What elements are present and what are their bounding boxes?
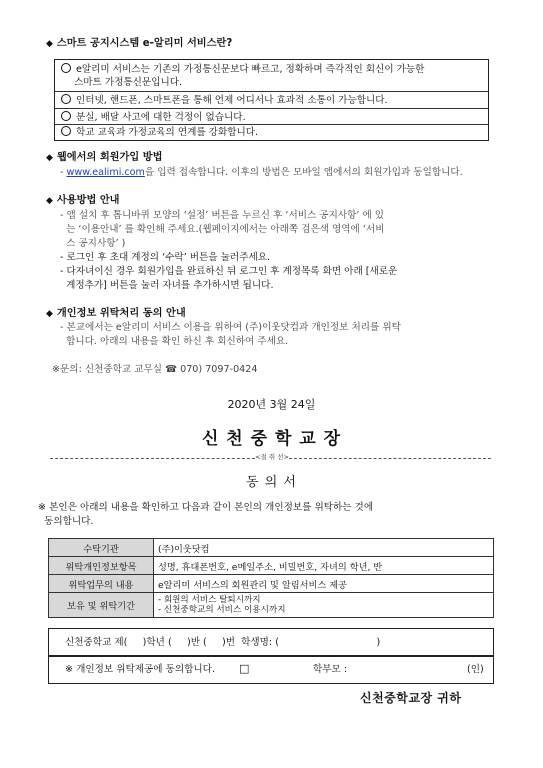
intro-item-1-cont: 스마트 가정통신문입니다. [74, 77, 183, 88]
ealimi-link[interactable]: www.ealimi.com [66, 167, 145, 178]
row-value [154, 593, 494, 618]
usage-line: 스 공지사항’ ) [60, 238, 126, 249]
cut-line-left [50, 458, 255, 459]
cut-line-right [289, 458, 491, 459]
retention-line-1: - 회원의 서비스 탈퇴시까지 [158, 595, 261, 605]
intro-item-2: 인터넷, 핸드폰, 스마트폰을 통해 언제 어디서나 효과적 소통이 가능합니다. [61, 94, 388, 107]
privacy-heading: ◆ 개인정보 위탁처리 동의 안내 [46, 308, 186, 319]
row-value: 성명, 휴대폰번호, e메일주소, 비밀번호, 자녀의 학년, 반 [154, 557, 494, 575]
agreement-box [48, 655, 494, 684]
principal-title: 신 천 중 학 교 장 [201, 429, 342, 449]
table-row [49, 539, 494, 557]
intro-item-4: 학교 교육과 가정교육의 연계를 강화합니다. [61, 126, 258, 139]
student-info-line[interactable]: 신천중학교 제( )학년 ( )반 ( )번 학생명: ( ) [65, 637, 381, 648]
row-value: e알리미 서비스의 회원관리 및 알림서비스 제공 [154, 575, 494, 593]
consent-note: 동의합니다. [38, 516, 94, 527]
intro-item-3: 분실, 배달 사고에 대한 걱정이 없습니다. [61, 111, 246, 124]
consent-note: ※ 본인은 아래의 내용을 확인하고 다음과 같이 본인의 개인정보를 위탁하는 것에 [38, 502, 374, 513]
usage-line: - 로그인 후 초대 계정의 ‘수락’ 버튼을 눌러주세요. [60, 252, 271, 263]
usage-line: - 앱 설치 후 톱니바퀴 모양의 ‘설정’ 버튼을 누르신 후 ‘서비스 공지사항’ 에 있 [60, 210, 385, 221]
usage-line: - 다자녀이신 경우 회원가입을 완료하신 뒤 로그인 후 계정목록 화면 아래 [새로운 [60, 266, 398, 277]
circle-bullet-icon [61, 111, 71, 121]
row-label: 위탁업무의 내용 [49, 575, 154, 593]
privacy-line: 합니다. 아래의 내용을 확인 하신 후 회신하여 주세요. [60, 336, 289, 347]
divider [55, 91, 488, 92]
signup-line: - www.ealimi.com을 입력 접속합니다. 이후의 방법은 모바일 앱에서의 회원가입과 동일합니다. [60, 167, 463, 178]
retention-line-2: - 신천중학교의 서비스 이용시까지 [158, 605, 286, 615]
parent-label: 학부모 : [313, 664, 348, 675]
circle-bullet-icon [61, 63, 71, 73]
circle-bullet-icon [61, 94, 71, 104]
diamond-bullet-icon: ◆ [46, 39, 53, 49]
cut-label: <절 취 선> [255, 453, 289, 461]
usage-line: 는 ‘이용안내’ 를 확인해 주세요.(웹페이지에서는 아래쪽 검은색 영역에 ‘서비 [60, 224, 385, 235]
divider [55, 108, 488, 109]
table-row [49, 593, 494, 618]
table-row [49, 575, 494, 593]
date: 2020년 3월 24일 [227, 398, 316, 411]
usage-heading: ◆ 사용방법 안내 [46, 195, 120, 206]
row-label: 수탁기관 [49, 539, 154, 557]
row-label: 위탁개인정보항목 [49, 557, 154, 575]
agree-text: ※ 개인정보 위탁제공에 동의합니다. [65, 664, 215, 675]
intro-heading: ◆ 스마트 공지시스템 e-알리미 서비스란? [46, 38, 233, 49]
diamond-bullet-icon: ◆ [46, 153, 53, 163]
diamond-bullet-icon: ◆ [46, 196, 53, 206]
agree-checkbox[interactable]: □ [239, 662, 250, 675]
intro-box [54, 59, 489, 141]
circle-bullet-icon [61, 126, 71, 136]
row-value: (주)이웃닷컴 [154, 539, 494, 557]
seal-mark: (인) [467, 664, 484, 675]
diamond-bullet-icon: ◆ [46, 309, 53, 319]
closing-signature: 신천중학교장 귀하 [360, 691, 462, 705]
table-row [49, 557, 494, 575]
student-info-box [48, 628, 494, 657]
signup-heading: ◆ 웹에서의 회원가입 방법 [46, 152, 163, 163]
consent-title: 동 의 서 [246, 475, 297, 490]
row-label: 보유 및 위탁기간 [49, 593, 154, 618]
intro-item-1: e알리미 서비스는 기존의 가정통신문보다 빠르고, 정확하며 즉각적인 회신이 가능한 [61, 63, 424, 76]
contact-line: ※문의: 신천중학교 교무실 ☎ 070) 7097-0424 [52, 364, 258, 375]
privacy-line: - 본교에서는 e알리미 서비스 이용을 위하여 (주)이웃닷컴과 개인정보 처리를 위탁 [60, 322, 401, 333]
consent-table [48, 538, 494, 618]
divider [55, 124, 488, 125]
usage-line: 계정추가] 버튼을 눌러 자녀를 추가하시면 됩니다. [60, 280, 274, 291]
